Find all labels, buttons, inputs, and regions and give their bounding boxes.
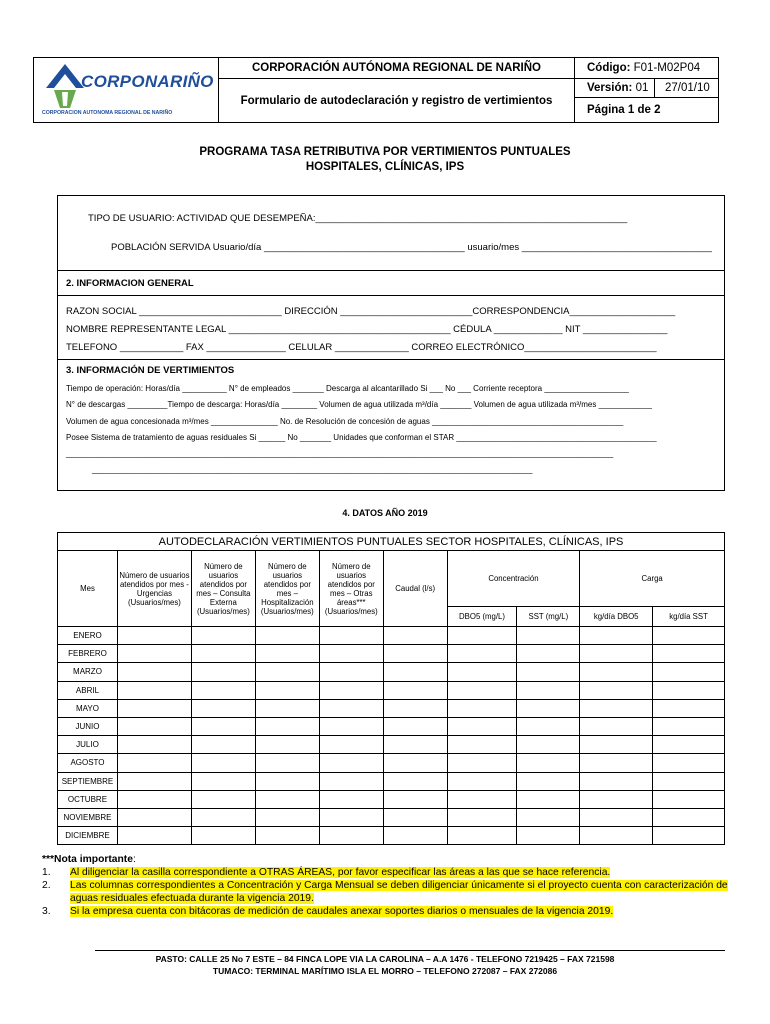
data-entry-cell[interactable] [191,736,255,754]
col-mes: Mes [58,551,118,627]
data-entry-cell[interactable] [117,717,191,735]
data-entry-cell[interactable] [255,790,319,808]
corponarino-logo [34,58,219,122]
data-entry-cell[interactable] [319,699,383,717]
data-entry-cell[interactable] [447,790,517,808]
data-entry-cell[interactable] [255,627,319,645]
table-row [58,772,725,790]
unidades-star-line[interactable]: ___________________________________________________________________________________________________________________________ [66,449,614,458]
data-entry-cell[interactable] [653,717,725,735]
footer-pasto: PASTO: CALLE 25 No 7 ESTE – 84 FINCA LOPE VIA LA CAROLINA – A.A 1476 - TELEFONO 7219425 – FAX 721598 [155,954,615,964]
title-line-1: PROGRAMA TASA RETRIBUTIVA POR VERTIMIENTOS PUNTUALES [199,146,571,158]
month-cell: ENERO [58,627,118,645]
data-entry-cell[interactable] [117,772,191,790]
data-entry-cell[interactable] [517,699,580,717]
section-2-heading: 2. INFORMACION GENERAL [66,278,194,289]
version-value: 01 [635,82,649,94]
table-row [58,808,725,826]
data-entry-cell[interactable] [517,681,580,699]
data-entry-cell[interactable] [517,808,580,826]
sub-kg-sst: kg/día SST [653,607,725,627]
footer-tumaco: TUMACO: TERMINAL MARÍTIMO ISLA EL MORRO – TELEFONO 272087 – FAX 272086 [212,966,558,976]
data-entry-cell[interactable] [319,754,383,772]
code-label: Código: [587,62,631,74]
data-entry-cell[interactable] [580,827,653,845]
data-entry-cell[interactable] [117,808,191,826]
data-entry-cell[interactable] [517,790,580,808]
data-entry-cell[interactable] [117,681,191,699]
data-entry-cell[interactable] [580,790,653,808]
data-entry-cell[interactable] [191,627,255,645]
month-cell: FEBRERO [58,645,118,663]
data-entry-cell[interactable] [653,754,725,772]
table-row [58,699,725,717]
data-entry-cell[interactable] [517,736,580,754]
data-entry-cell[interactable] [191,808,255,826]
sub-sst: SST (mg/L) [517,607,580,627]
data-entry-cell[interactable] [191,772,255,790]
data-entry-cell[interactable] [117,627,191,645]
logo-text: CORPONARIÑO [81,72,214,91]
data-entry-cell[interactable] [117,699,191,717]
data-entry-cell[interactable] [517,627,580,645]
descargas-field[interactable]: N° de descargas _________Tiempo de descarga: Horas/día ________ Volumen de agua utilizada m³/día _______ Volumen de agua utilizada m³/mes ____________ [66,400,652,409]
data-entry-cell[interactable] [255,663,319,681]
unidades-star-line-2[interactable]: ___________________________________________________________________________________________________ [92,465,533,474]
data-entry-cell[interactable] [383,808,447,826]
footer [0,953,770,977]
version-date: 27/01/10 [665,82,710,94]
col-otras-areas: Número de usuarios atendidos por mes – Otras áreas*** (Usuarios/mes) [319,551,383,627]
data-entry-cell[interactable] [383,736,447,754]
sub-dbo5: DBO5 (mg/L) [447,607,517,627]
data-entry-cell[interactable] [191,681,255,699]
data-entry-cell[interactable] [653,772,725,790]
data-entry-cell[interactable] [517,754,580,772]
month-cell: DICIEMBRE [58,827,118,845]
form-name: Formulario de autodeclaración y registro de vertimientos [240,95,553,107]
data-entry-cell[interactable] [383,681,447,699]
sub-kg-dbo5: kg/día DBO5 [580,607,653,627]
note-1-text: Al diligenciar la casilla correspondiente a OTRAS ÁREAS, por favor especificar las áreas a las que se hace referencia. [70,867,611,878]
note-item: 2. Las columnas correspondientes a Concentración y Carga Mensual se deben diligenciar únicamente si el proyecto cuenta con caracterización de aguas residuales efectuada durante la vigencia 2019. [42,880,728,904]
data-entry-cell[interactable] [191,754,255,772]
data-entry-cell[interactable] [191,645,255,663]
data-entry-cell[interactable] [383,772,447,790]
table-row [58,736,725,754]
data-entry-cell[interactable] [319,772,383,790]
notes-heading: ***Nota importante [42,854,133,865]
col-consulta-externa: Número de usuarios atendidos por mes – Consulta Externa (Usuarios/mes) [191,551,255,627]
data-entry-cell[interactable] [383,645,447,663]
note-3-text: Si la empresa cuenta con bitácoras de medición de caudales anexar soportes diarios o mensuales de la vigencia 2019. [70,906,614,917]
code-field [575,58,718,79]
table-row [58,627,725,645]
data-entry-cell[interactable] [447,699,517,717]
data-entry-cell[interactable] [653,663,725,681]
table-row [58,790,725,808]
data-entry-cell[interactable] [383,717,447,735]
vertimientos-table [57,532,725,845]
col-hospitalizacion: Número de usuarios atendidos por mes – Hospitalización (Usuarios/mes) [255,551,319,627]
data-entry-cell[interactable] [447,827,517,845]
data-entry-cell[interactable] [255,808,319,826]
data-entry-cell[interactable] [447,717,517,735]
data-entry-cell[interactable] [517,772,580,790]
data-entry-cell[interactable] [319,681,383,699]
data-entry-cell[interactable] [447,645,517,663]
divider [58,295,724,296]
month-cell: MARZO [58,663,118,681]
data-entry-cell[interactable] [653,681,725,699]
title-line-2: HOSPITALES, CLÍNICAS, IPS [305,161,465,173]
month-cell: JULIO [58,736,118,754]
col-urgencias: Número de usuarios atendidos por mes - Urgencias (Usuarios/mes) [117,551,191,627]
data-entry-cell[interactable] [255,772,319,790]
table-row [58,681,725,699]
data-entry-cell[interactable] [319,827,383,845]
tipo-usuario-field[interactable]: TIPO DE USUARIO: ACTIVIDAD QUE DESEMPEÑA:___________________________________________________________ [88,213,628,224]
col-concentracion: Concentración [447,551,580,607]
page-number: Página 1 de 2 [587,104,661,116]
data-entry-cell[interactable] [191,827,255,845]
code-value: F01-M02P04 [633,62,701,74]
org-name: CORPORACIÓN AUTÓNOMA REGIONAL DE NARIÑO [219,58,574,79]
data-entry-cell[interactable] [580,717,653,735]
data-entry-cell[interactable] [580,772,653,790]
data-entry-cell[interactable] [447,808,517,826]
general-info-form [57,195,725,491]
data-entry-cell[interactable] [117,663,191,681]
data-entry-cell[interactable] [580,645,653,663]
month-cell: OCTUBRE [58,790,118,808]
data-entry-cell[interactable] [653,736,725,754]
data-entry-cell[interactable] [517,663,580,681]
data-entry-cell[interactable] [319,790,383,808]
month-cell: AGOSTO [58,754,118,772]
data-entry-cell[interactable] [255,827,319,845]
note-2-text: Las columnas correspondientes a Concentración y Carga Mensual se deben diligenciar únicamente si el proyecto cuenta con caracterización de aguas residuales efectuada durante la vigencia 2019. [70,880,728,904]
data-entry-cell[interactable] [580,808,653,826]
data-entry-cell[interactable] [191,717,255,735]
table-row [58,645,725,663]
divider [58,270,724,271]
data-entry-cell[interactable] [580,663,653,681]
data-entry-cell[interactable] [117,790,191,808]
page-title [0,145,770,175]
col-carga: Carga [580,551,725,607]
data-entry-cell[interactable] [255,754,319,772]
document-header [33,57,719,123]
data-entry-cell[interactable] [319,808,383,826]
table-title: AUTODECLARACIÓN VERTIMIENTOS PUNTUALES SECTOR HOSPITALES, CLÍNICAS, IPS [58,533,725,551]
data-entry-cell[interactable] [653,699,725,717]
month-cell: NOVIEMBRE [58,808,118,826]
data-entry-cell[interactable] [653,827,725,845]
section-3-heading: 3. INFORMACIÓN DE VERTIMIENTOS [66,365,235,376]
data-entry-cell[interactable] [447,681,517,699]
data-entry-cell[interactable] [319,627,383,645]
month-cell: ABRIL [58,681,118,699]
version-field [575,79,655,97]
table-row [58,754,725,772]
data-entry-cell[interactable] [319,736,383,754]
table-row [58,827,725,845]
data-entry-cell[interactable] [383,827,447,845]
data-entry-cell[interactable] [117,827,191,845]
poblacion-servida-field[interactable]: POBLACIÓN SERVIDA Usuario/día ______________________________________ usuario/mes ____________________________________ [111,242,712,253]
data-entry-cell[interactable] [580,736,653,754]
data-entry-cell[interactable] [191,790,255,808]
data-entry-cell[interactable] [191,663,255,681]
data-entry-cell[interactable] [447,754,517,772]
data-entry-cell[interactable] [580,754,653,772]
data-entry-cell[interactable] [191,699,255,717]
data-entry-cell[interactable] [255,736,319,754]
data-entry-cell[interactable] [319,645,383,663]
data-entry-cell[interactable] [517,645,580,663]
month-cell: MAYO [58,699,118,717]
sistema-tratamiento-field[interactable]: Posee Sistema de tratamiento de aguas residuales Si ______ No _______ Unidades que conforman el STAR _____________________________________________ [66,433,657,442]
data-entry-cell[interactable] [255,645,319,663]
datos-heading: 4. DATOS AÑO 2019 [342,508,428,518]
version-label: Versión: [587,82,633,94]
data-entry-cell[interactable] [447,736,517,754]
notes-section: ***Nota importante: 1. Al diligenciar la casilla correspondiente a OTRAS ÁREAS, por favor especificar las áreas a las que se hace referencia. 2. Las columnas correspondientes a Concentración y Carga Mensual se deben diligenciar únicamente si el proyecto cuenta con caracterización de aguas residuales efectuada durante la vigencia 2019. 3. Si la empresa cuenta con bitácoras de medición de caudales anexar soportes diarios o mensuales de la vigencia 2019. [42,853,732,918]
data-entry-cell[interactable] [255,699,319,717]
data-entry-cell[interactable] [117,645,191,663]
month-cell: SEPTIEMBRE [58,772,118,790]
data-entry-cell[interactable] [580,627,653,645]
data-entry-cell[interactable] [255,717,319,735]
data-entry-cell[interactable] [319,663,383,681]
data-entry-cell[interactable] [447,627,517,645]
month-cell: JUNIO [58,717,118,735]
data-entry-cell[interactable] [383,790,447,808]
data-entry-cell[interactable] [517,717,580,735]
data-entry-cell[interactable] [447,772,517,790]
data-entry-cell[interactable] [383,627,447,645]
data-entry-cell[interactable] [580,681,653,699]
data-entry-cell[interactable] [117,754,191,772]
data-entry-cell[interactable] [383,699,447,717]
table-row [58,717,725,735]
data-entry-cell[interactable] [383,754,447,772]
data-entry-cell[interactable] [383,663,447,681]
telefono-field[interactable]: TELEFONO ____________ FAX _______________ CELULAR ______________ CORREO ELECTRÓNICO_________________________ [66,342,657,353]
data-entry-cell[interactable] [580,699,653,717]
data-entry-cell[interactable] [653,790,725,808]
data-entry-cell[interactable] [517,827,580,845]
col-caudal: Caudal (l/s) [383,551,447,627]
data-entry-cell[interactable] [653,808,725,826]
note-item: 1. Al diligenciar la casilla correspondiente a OTRAS ÁREAS, por favor especificar las áreas a las que se hace referencia. [42,867,611,878]
data-entry-cell[interactable] [255,681,319,699]
divider [58,359,724,360]
table-row [58,663,725,681]
data-entry-cell[interactable] [117,736,191,754]
footer-divider [95,950,725,951]
razon-social-field[interactable]: RAZON SOCIAL ___________________________ DIRECCIÓN _________________________CORRESPONDENCIA____________________ [66,306,676,317]
tiempo-operacion-field[interactable]: Tiempo de operación: Horas/día __________ N° de empleados _______ Descarga al alcantarillado Si ___ No ___ Corriente receptora ___________________ [66,384,629,393]
logo-subtitle: CORPORACION AUTONOMA REGIONAL DE NARIÑO [42,110,173,116]
note-item: 3. Si la empresa cuenta con bitácoras de medición de caudales anexar soportes diarios o mensuales de la vigencia 2019. [42,906,614,917]
volumen-concesionada-field[interactable]: Volumen de agua concesionada m³/mes _______________ No. de Resolución de concesión de aguas ___________________________________________ [66,417,624,426]
data-entry-cell[interactable] [319,717,383,735]
data-entry-cell[interactable] [447,663,517,681]
representante-legal-field[interactable]: NOMBRE REPRESENTANTE LEGAL __________________________________________ CÉDULA _____________ NIT ________________ [66,324,668,335]
data-entry-cell[interactable] [653,645,725,663]
data-entry-cell[interactable] [653,627,725,645]
